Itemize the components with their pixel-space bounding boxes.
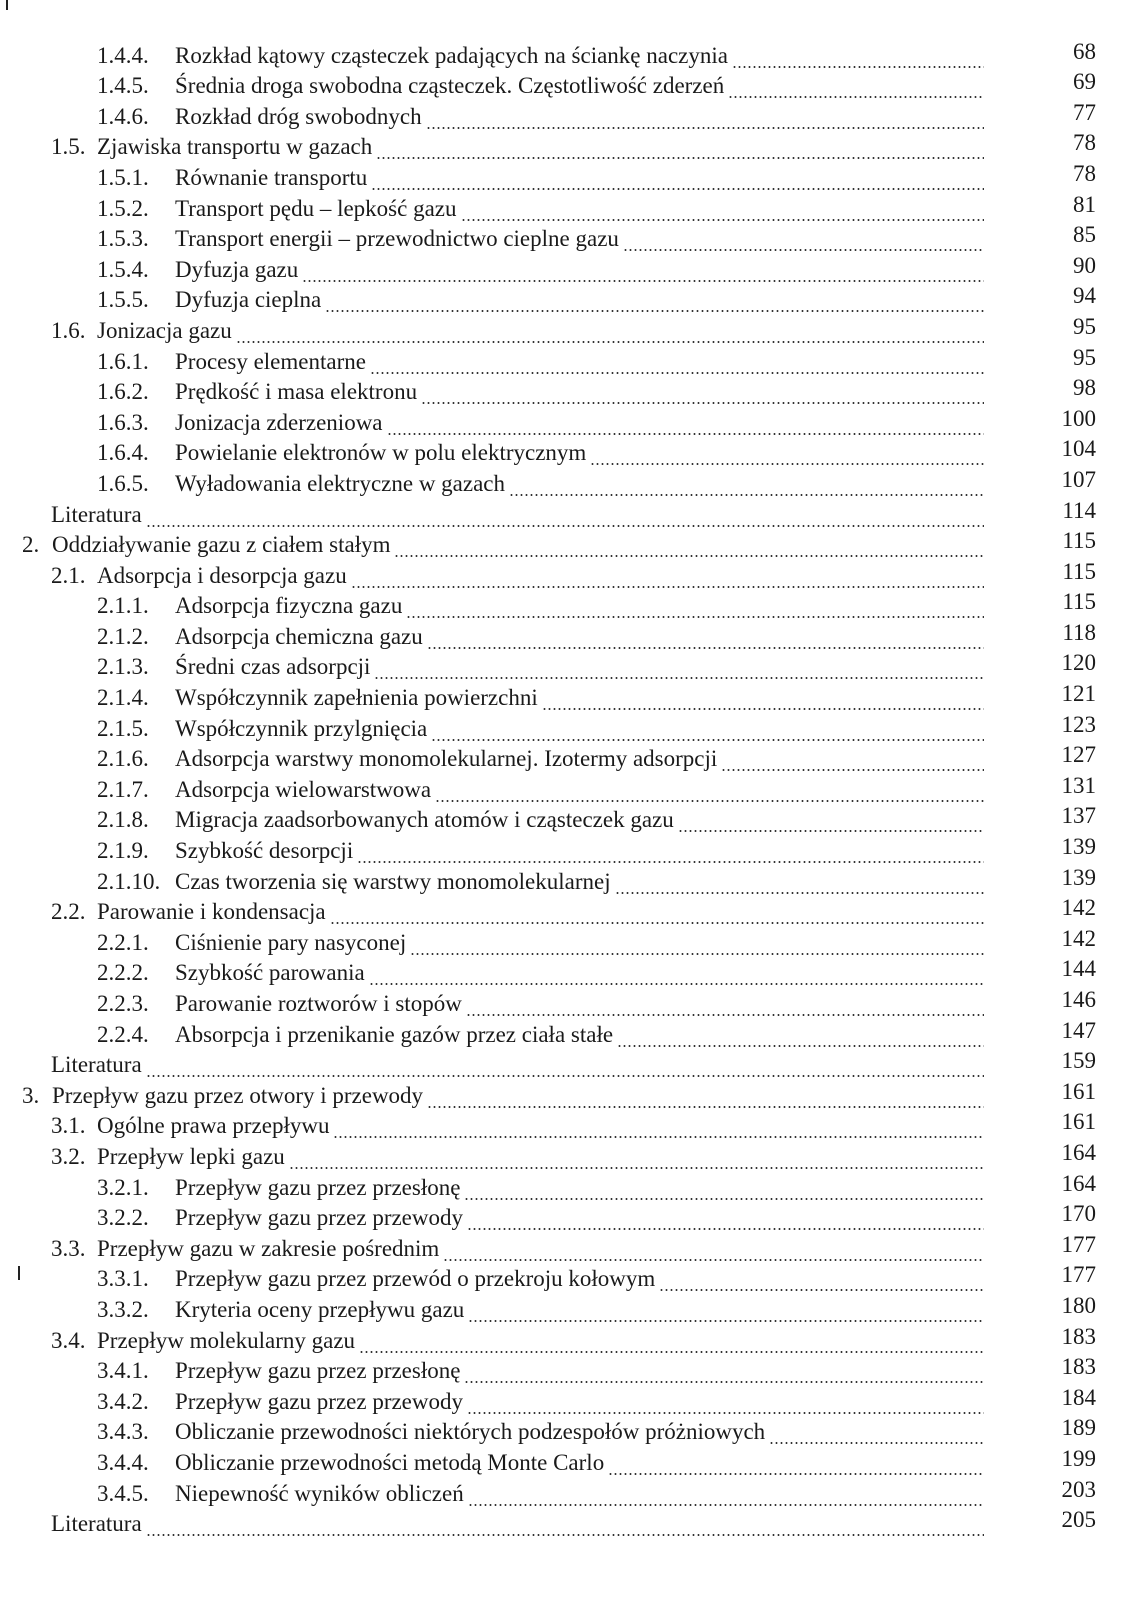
dot-leader [590,440,984,466]
scan-artifact-top [6,0,8,10]
dot-leader [678,807,984,833]
toc-entry-line [0,991,990,1017]
toc-entry-line [0,165,990,191]
toc-entry [0,772,1134,803]
toc-entry-line [0,410,990,436]
dot-leader [431,716,984,742]
toc-entry-title: Obliczanie przewodności metodą Monte Carlo [175,1450,608,1476]
toc-entry-page-number: 131 [1061,772,1096,798]
dot-leader [461,196,985,222]
toc-entry [0,436,1134,467]
toc-entry-title: Szybkość parowania [175,960,369,986]
toc-entry-number: 1.5.5. [97,287,149,313]
dot-leader [357,838,984,864]
toc-entry-page-number: 184 [1061,1384,1096,1410]
toc-entry [0,1201,1134,1232]
toc-entry-line [0,1419,990,1445]
toc-entry-title: Średni czas adsorpcji [175,654,374,680]
toc-entry [0,1445,1134,1476]
toc-entry-title: Transport pędu – lepkość gazu [175,196,461,222]
dot-leader [333,1113,984,1139]
toc-entry-line [0,1205,990,1231]
dot-leader [289,1144,984,1170]
toc-entry-line [0,685,990,711]
toc-entry [0,1262,1134,1293]
dot-leader [421,379,984,405]
toc-entry-line [0,73,990,99]
toc-entry [0,222,1134,253]
toc-entry-line [0,777,990,803]
toc-entry [0,925,1134,956]
toc-entry-number: 2.1.10. [97,868,161,894]
toc-entry-line [0,1113,990,1139]
toc-entry-line [0,716,990,742]
toc-entry-line [0,1481,990,1507]
toc-entry-number: 3.4.1. [97,1358,149,1384]
toc-entry-line [0,287,990,313]
toc-entry-page-number: 146 [1061,987,1096,1012]
toc-entry-title: Literatura [51,502,146,528]
toc-entry [0,1170,1134,1201]
toc-entry [0,589,1134,620]
toc-entry-number: 3. [22,1082,40,1108]
toc-entry-line [0,502,990,528]
dot-leader [509,471,984,497]
toc-entry-line [0,654,990,680]
toc-entry-line [0,563,990,589]
toc-entry-line [0,960,990,986]
toc-entry [0,680,1134,711]
toc-entry-number: 2.1.1. [97,593,149,619]
toc-entry-number: 2.1.2. [97,623,149,649]
dot-leader [468,1297,984,1323]
toc-entry-line [0,807,990,833]
toc-entry [0,1048,1134,1079]
dot-leader [371,165,984,191]
toc-entry [0,405,1134,436]
toc-entry-number: 1.5.2. [97,195,149,221]
toc-entry-line [0,624,990,650]
toc-entry-number: 2.1.8. [97,807,149,833]
toc-entry [0,1476,1134,1507]
toc-entry-title: Współczynnik zapełnienia powierzchni [175,685,542,711]
toc-entry-number: 3.4.2. [97,1388,149,1414]
toc-entry-page-number: 100 [1061,405,1096,431]
dot-leader [394,532,984,558]
toc-entry-page-number: 183 [1061,1323,1096,1349]
toc-entry [0,1139,1134,1170]
dot-leader [406,593,984,619]
toc-entry [0,528,1134,559]
toc-entry-page-number: 98 [1073,375,1096,401]
toc-entry-page-number: 164 [1061,1170,1096,1196]
toc-entry-page-number: 90 [1073,252,1096,278]
toc-entry-title: Przepływ lepki gazu [97,1144,289,1170]
toc-entry [0,864,1134,895]
toc-entry-line [0,43,990,69]
toc-entry-page-number: 69 [1073,69,1096,95]
toc-entry-page-number: 77 [1073,99,1096,125]
toc-entry [0,650,1134,681]
toc-entry-page-number: 142 [1061,895,1096,921]
dot-leader [623,226,984,252]
toc-entry-line [0,1450,990,1476]
dot-leader [302,257,984,283]
toc-entry-page-number: 203 [1061,1476,1096,1502]
toc-entry-line [0,349,990,375]
toc-entry-number: 3.4. [51,1327,86,1353]
toc-entry-number: 2. [22,532,40,558]
toc-entry [0,803,1134,834]
toc-entry-page-number: 199 [1061,1445,1096,1471]
toc-entry-line [0,1511,990,1537]
toc-entry-page-number: 118 [1062,619,1096,645]
toc-entry [0,252,1134,283]
toc-entry-line [0,1236,990,1262]
toc-entry-page-number: 164 [1061,1139,1096,1165]
toc-entry-page-number: 104 [1061,436,1096,462]
toc-entry-title: Obliczanie przewodności niektórych podzespołów próżniowych [175,1419,769,1445]
dot-leader [615,869,984,895]
toc-entry-page-number: 159 [1061,1048,1096,1074]
toc-entry-number: 3.1. [51,1113,86,1139]
toc-entry-page-number: 115 [1062,528,1096,554]
toc-entry [0,1078,1134,1109]
dot-leader [721,746,984,772]
toc-entry [0,1109,1134,1140]
toc-entry-number: 2.2.2. [97,960,149,986]
toc-entry-number: 3.3.1. [97,1266,149,1292]
toc-entry-title: Prędkość i masa elektronu [175,379,421,405]
toc-entry-number: 1.6.4. [97,440,149,466]
dot-leader [374,654,984,680]
toc-entry-line [0,379,990,405]
toc-entry-title: Adsorpcja fizyczna gazu [175,593,406,619]
toc-entry-page-number: 161 [1061,1109,1096,1135]
toc-entry-page-number: 85 [1073,222,1096,248]
toc-entry-number: 1.6.2. [97,379,149,405]
toc-entry-line [0,440,990,466]
dot-leader [410,930,984,956]
toc-entry-number: 2.2.1. [97,929,149,955]
toc-entry-line [0,1297,990,1323]
toc-entry [0,1017,1134,1048]
toc-entry-page-number: 177 [1061,1231,1096,1257]
toc-entry-title: Procesy elementarne [175,349,370,375]
toc-entry-title: Migracja zaadsorbowanych atomów i cząsteczek gazu [175,807,678,833]
toc-entry-number: 2.1.9. [97,838,149,864]
toc-entry [0,742,1134,773]
dot-leader [659,1266,984,1292]
toc-entry-title: Literatura [51,1511,146,1537]
toc-entry [0,558,1134,589]
toc-entry-page-number: 170 [1061,1201,1096,1227]
toc-entry-title: Parowanie roztworów i stopów [175,991,466,1017]
toc-entry-number: 3.4.5. [97,1480,149,1506]
toc-entry-page-number: 142 [1061,925,1096,951]
toc-entry [0,619,1134,650]
toc-entry-title: Adsorpcja warstwy monomolekularnej. Izotermy adsorpcji [175,746,721,772]
toc-entry-line [0,104,990,130]
toc-entry-page-number: 189 [1061,1415,1096,1441]
toc-entry-title: Współczynnik przylgnięcia [175,716,431,742]
toc-entry-page-number: 115 [1062,558,1096,584]
dot-leader [325,287,984,313]
toc-entry-title: Adsorpcja chemiczna gazu [175,624,427,650]
dot-leader [467,1389,984,1415]
toc-entry [0,160,1134,191]
toc-entry-title: Szybkość desorpcji [175,838,357,864]
toc-entry-number: 3.2.1. [97,1174,149,1200]
toc-entry-title: Średnia droga swobodna cząsteczek. Częstotliwość zderzeń [175,73,728,99]
dot-leader [732,43,984,69]
toc-entry-number: 1.4.4. [97,42,149,68]
dot-leader [369,960,984,986]
toc-entry-line [0,838,990,864]
toc-entry [0,69,1134,100]
table-of-contents [0,38,1134,1537]
toc-entry-line [0,1022,990,1048]
dot-leader [146,502,984,528]
toc-entry-number: 1.5.1. [97,164,149,190]
toc-entry-title: Ogólne prawa przepływu [97,1113,333,1139]
dot-leader [427,624,984,650]
toc-entry [0,38,1134,69]
toc-entry-title: Kryteria oceny przepływu gazu [175,1297,468,1323]
toc-entry-number: 2.1.4. [97,685,149,711]
toc-entry-page-number: 78 [1073,160,1096,186]
toc-entry-number: 3.4.4. [97,1449,149,1475]
dot-leader [376,134,984,160]
toc-entry [0,313,1134,344]
toc-entry-title: Wyładowania elektryczne w gazach [175,471,509,497]
toc-entry-number: 3.2.2. [97,1205,149,1231]
toc-entry [0,99,1134,130]
toc-entry [0,895,1134,926]
toc-entry-page-number: 180 [1061,1292,1096,1318]
dot-leader [146,1511,984,1537]
toc-entry-page-number: 115 [1062,589,1096,615]
toc-entry-page-number: 121 [1061,681,1096,707]
toc-entry [0,1384,1134,1415]
toc-entry-line [0,257,990,283]
toc-entry-number: 2.2.3. [97,991,149,1016]
toc-entry [0,375,1134,406]
toc-entry-line [0,134,990,160]
toc-entry [0,130,1134,161]
toc-entry-title: Przepływ gazu przez otwory i przewody [52,1083,427,1109]
toc-entry-title: Przepływ molekularny gazu [97,1328,359,1354]
toc-entry-title: Przepływ gazu przez przewody [175,1205,467,1231]
toc-entry-line [0,1144,990,1170]
toc-entry-title: Absorpcja i przenikanie gazów przez ciała stałe [175,1022,617,1048]
toc-entry-number: 3.3.2. [97,1296,149,1322]
toc-entry-page-number: 95 [1073,313,1096,339]
toc-entry [0,466,1134,497]
dot-leader [427,1083,984,1109]
toc-entry-number: 3.4.3. [97,1419,149,1445]
toc-entry-title: Przepływ gazu w zakresie pośrednim [97,1236,443,1262]
dot-leader [435,777,984,803]
toc-entry-number: 2.1.7. [97,776,149,802]
toc-entry-page-number: 147 [1061,1017,1096,1043]
toc-entry-title: Adsorpcja i desorpcja gazu [97,563,351,589]
dot-leader [464,1175,984,1201]
dot-leader [426,104,984,130]
toc-entry-number: 1.6.1. [97,348,149,374]
toc-entry-line [0,226,990,252]
toc-entry-page-number: 137 [1061,803,1096,829]
toc-entry-page-number: 205 [1061,1507,1096,1533]
dot-leader [236,318,984,344]
toc-entry-number: 2.1. [51,562,86,588]
toc-entry-number: 1.5.4. [97,256,149,282]
toc-entry-page-number: 107 [1061,466,1096,492]
toc-entry-number: 1.5.3. [97,226,149,252]
toc-entry-number: 3.2. [51,1143,86,1169]
toc-entry-title: Parowanie i kondensacja [97,899,330,925]
toc-entry [0,1292,1134,1323]
toc-entry-number: 1.4.5. [97,73,149,99]
toc-entry [0,1415,1134,1446]
toc-entry-page-number: 123 [1061,711,1096,737]
dot-leader [466,991,984,1017]
toc-entry-title: Jonizacja gazu [97,318,236,344]
toc-entry-number: 1.6.3. [97,409,149,435]
toc-entry [0,283,1134,314]
toc-entry-line [0,318,990,344]
toc-entry [0,833,1134,864]
dot-leader [464,1358,984,1384]
toc-entry-title: Jonizacja zderzeniowa [175,410,387,436]
toc-entry-number: 2.1.5. [97,715,149,741]
toc-entry-page-number: 139 [1061,864,1096,890]
toc-entry-line [0,1175,990,1201]
toc-entry-title: Ciśnienie pary nasyconej [175,930,410,956]
toc-entry-number: 3.3. [51,1235,86,1261]
dot-leader [617,1022,984,1048]
toc-entry-line [0,1389,990,1415]
toc-entry [0,344,1134,375]
dot-leader [542,685,984,711]
toc-entry-title: Literatura [51,1052,146,1078]
dot-leader [468,1481,984,1507]
toc-entry-page-number: 81 [1073,191,1096,217]
dot-leader [467,1205,984,1231]
dot-leader [769,1419,984,1445]
toc-entry [0,191,1134,222]
dot-leader [330,899,984,925]
toc-entry-page-number: 177 [1061,1262,1096,1288]
toc-entry-title: Transport energii – przewodnictwo cieplne gazu [175,226,623,252]
toc-entry-number: 1.4.6. [97,103,149,129]
toc-entry-number: 2.2. [51,899,86,925]
toc-entry-line [0,471,990,497]
toc-entry-page-number: 183 [1061,1354,1096,1380]
toc-entry-title: Oddziaływanie gazu z ciałem stałym [52,532,394,558]
toc-entry-number: 1.5. [51,134,86,160]
toc-entry [0,986,1134,1017]
toc-entry-line [0,593,990,619]
dot-leader [359,1328,984,1354]
toc-entry-line [0,1052,990,1078]
toc-entry-title: Adsorpcja wielowarstwowa [175,777,435,803]
dot-leader [146,1052,984,1078]
toc-entry-line [0,899,990,925]
toc-entry-number: 2.1.6. [97,746,149,772]
dot-leader [387,410,984,436]
toc-entry-title: Równanie transportu [175,165,371,191]
toc-entry [0,1354,1134,1385]
toc-entry-title: Przepływ gazu przez przesłonę [175,1358,464,1384]
toc-entry-line [0,1266,990,1292]
toc-entry-line [0,1328,990,1354]
toc-entry-line [0,869,990,895]
dot-leader [608,1450,984,1476]
toc-entry [0,956,1134,987]
toc-entry-number: 1.6.5. [97,470,149,496]
toc-entry [0,1507,1134,1538]
toc-entry-title: Rozkład dróg swobodnych [175,104,426,130]
dot-leader [443,1236,984,1262]
dot-leader [351,563,984,589]
toc-entry-page-number: 94 [1073,283,1096,309]
toc-entry [0,497,1134,528]
toc-entry-line [0,930,990,956]
toc-entry-line [0,746,990,772]
toc-entry-number: 1.6. [51,317,86,343]
toc-entry-title: Rozkład kątowy cząsteczek padających na ściankę naczynia [175,43,732,69]
toc-entry-title: Dyfuzja cieplna [175,287,325,313]
toc-entry-line [0,532,990,558]
toc-entry-title: Niepewność wyników obliczeń [175,1481,468,1507]
toc-entry [0,1231,1134,1262]
toc-entry-page-number: 139 [1061,834,1096,860]
toc-entry-title: Powielanie elektronów w polu elektrycznym [175,440,590,466]
toc-entry-page-number: 95 [1073,344,1096,370]
toc-entry [0,711,1134,742]
dot-leader [370,349,984,375]
toc-entry-page-number: 114 [1062,497,1096,523]
toc-entry-title: Czas tworzenia się warstwy monomolekularnej [175,869,615,895]
toc-entry-line [0,1083,990,1109]
toc-entry [0,1323,1134,1354]
toc-entry-page-number: 127 [1061,742,1096,768]
toc-entry-page-number: 161 [1061,1078,1096,1104]
toc-entry-title: Przepływ gazu przez przesłonę [175,1175,464,1201]
toc-entry-title: Przepływ gazu przez przewody [175,1389,467,1415]
toc-entry-line [0,1358,990,1384]
toc-entry-line [0,196,990,222]
toc-entry-page-number: 68 [1073,38,1096,64]
toc-entry-title: Zjawiska transportu w gazach [97,134,376,160]
dot-leader [728,73,984,99]
toc-entry-page-number: 120 [1061,650,1096,676]
toc-entry-number: 2.1.3. [97,654,149,680]
toc-entry-title: Dyfuzja gazu [175,257,302,283]
toc-entry-number: 2.2.4. [97,1021,149,1047]
toc-entry-title: Przepływ gazu przez przewód o przekroju kołowym [175,1266,659,1292]
toc-entry-page-number: 78 [1073,130,1096,156]
toc-entry-page-number: 144 [1061,956,1096,982]
